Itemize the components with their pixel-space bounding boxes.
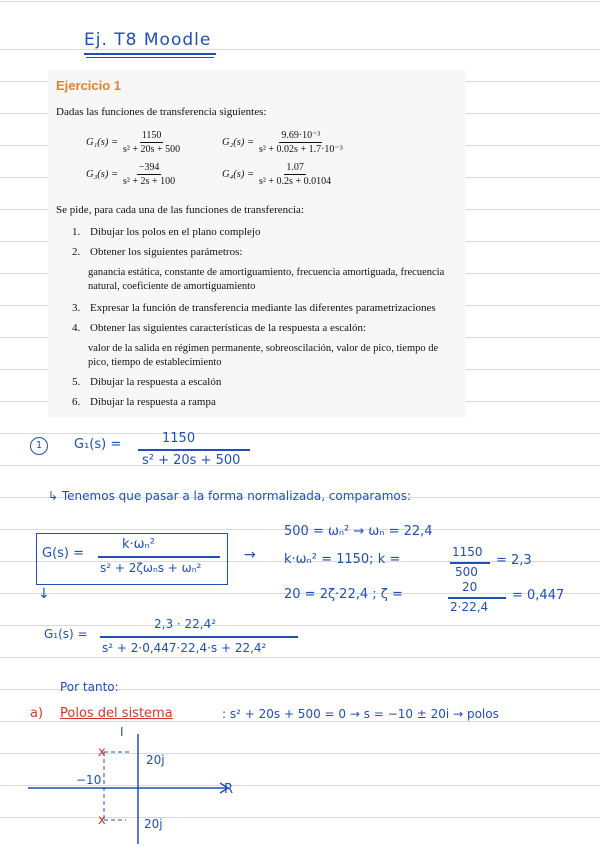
equation-k: k·ωₙ² = 1150; k = [284,552,401,567]
g1b-num: 2,3 · 22,4² [154,617,217,631]
k-fraction-bar [450,562,490,564]
exercise-number-circle: 1 [30,437,48,455]
title-underline [84,53,216,55]
tf2-lhs: G₂(s) = [222,137,255,148]
tf4-den: s² + 0.2s + 0.0104 [259,176,332,187]
title-underline-2 [86,57,214,58]
right-arrow: → [244,547,256,563]
item-4-detail: valor de la salida en régimen permanente, sobreoscilación, valor de pico, tiempo de pico, tiempo de establecimiento [88,343,439,368]
tf3-num: −394 [138,162,160,173]
k-num: 1150 [452,545,483,559]
transfer-function-2 [222,130,345,155]
general-lhs: G(s) = [42,546,85,561]
g1-den: s² + 20s + 500 [142,453,241,468]
list-item: 6. Dibujar la respuesta a rampa [72,396,216,408]
tf1-den: s² + 20s + 500 [123,144,181,155]
printed-exercise [48,70,466,417]
general-den: s² + 2ζωₙs + ωₙ² [100,561,202,575]
part-a-title: Polos del sistema [60,706,173,721]
tf2-den: s² + 0.02s + 1.7·10⁻³ [259,144,343,155]
g1-lhs: G₁(s) = [74,437,122,452]
pole-marker-lower: x [98,813,106,828]
list-item: 1. Dibujar los polos en el plano complejo [72,226,261,238]
transfer-function-3 [86,162,177,187]
tf3-den: s² + 2s + 100 [123,176,176,187]
imag-axis-label: I [120,725,124,739]
tick-label-lower: 20j [144,817,163,831]
tf4-num: 1.07 [286,162,304,173]
tf2-num: 9.69·10⁻³ [281,130,321,141]
zeta-fraction-bar [448,597,506,599]
list-item: 3. Expresar la función de transferencia mediante las diferentes parametrizaciones [72,302,436,314]
list-item: 4. Obtener las siguientes características de la respuesta a escalón: [72,322,367,334]
pole-plot [0,720,600,848]
handwritten-title: Ej. T8 Moodle [84,30,212,50]
tf1-lhs: G₁(s) = [86,137,119,148]
g1b-den: s² + 2·0,447·22,4·s + 22,4² [102,641,267,655]
tick-label-upper: 20j [146,753,165,767]
exercise-request: Se pide, para cada una de las funciones de transferencia: [56,204,304,216]
k-result: = 2,3 [496,553,532,568]
tf4-lhs: G₄(s) = [222,169,255,180]
zeta-num: 20 [462,580,478,594]
poles-equation: : s² + 20s + 500 = 0 → s = −10 ± 20i → polos [222,707,499,721]
g1-fraction-bar [138,449,250,451]
real-axis-label: R [224,782,234,797]
tf3-lhs: G₃(s) = [86,169,119,180]
g1b-lhs: G₁(s) = [44,627,88,641]
zeta-den: 2·22,4 [450,600,489,614]
list-item: 5. Dibujar la respuesta a escalón [72,376,222,388]
part-a-label: a) [30,706,44,721]
pole-marker-upper: x [98,745,106,760]
exercise-title: Ejercicio 1 [56,78,122,93]
tick-label-real: −10 [76,773,102,787]
g1b-fraction-bar [100,636,298,638]
por-tanto: Por tanto: [60,680,119,694]
tf1-num: 1150 [141,130,162,141]
g1-num: 1150 [162,431,196,446]
down-arrow: ↓ [38,586,50,602]
list-item: 2. Obtener los siguientes parámetros: [72,246,243,258]
k-den: 500 [455,565,478,579]
normalize-note: ↳ Tenemos que pasar a la forma normalizada, comparamos: [48,489,412,503]
transfer-function-1 [86,130,182,155]
item-2-detail: ganancia estática, constante de amortiguamiento, frecuencia amortiguada, frecuencia natural, coeficiente de amortiguamiento [88,267,445,292]
equation-wn: 500 = ωₙ² → ωₙ = 22,4 [284,524,433,539]
transfer-function-4 [222,162,333,187]
general-num: k·ωₙ² [122,537,155,552]
equation-zeta: 20 = 2ζ·22,4 ; ζ = [284,587,403,602]
zeta-result: = 0,447 [512,588,565,603]
general-fraction-bar [98,556,220,558]
exercise-intro: Dadas las funciones de transferencia siguientes: [56,106,267,118]
